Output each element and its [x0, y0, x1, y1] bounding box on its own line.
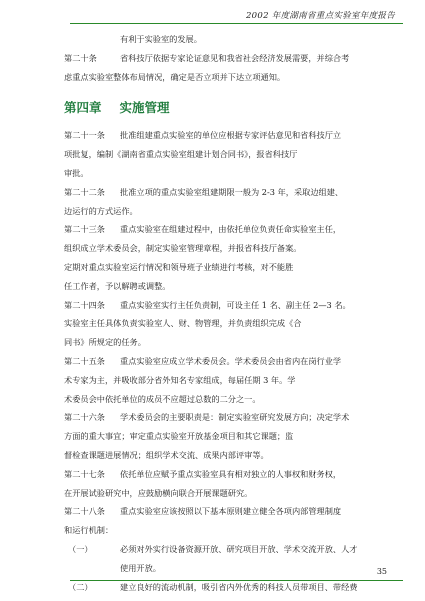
page-number: 35 [376, 567, 387, 576]
report-header-title: 2002 年度湖南省重点实验室年度报告 [245, 11, 395, 21]
article-22 [64, 183, 392, 221]
list-item-line: 建立良好的流动机制，吸引省内外优秀的科技人员带项目、带经费 [120, 581, 358, 592]
article-27 [64, 465, 392, 503]
article-line: 同书》所规定的任务。 [64, 337, 146, 348]
article-line: 省科技厅依据专家论证意见和我省社会经济发展需要，并综合考 [120, 52, 350, 63]
article-line: 术专家为主，并吸收部分省外知名专家组成，每届任期 3 年。学 [64, 374, 296, 385]
article-line: 重点实验室应成立学术委员会。学术委员会由省内在岗行业学 [120, 355, 342, 366]
article-line: 批准组建重点实验室的单位应根据专家评估意见和省科技厅立 [120, 130, 342, 141]
article-label: 第二十五条 [64, 355, 105, 366]
article-line: 定期对重点实验室运行情况和领导班子业绩进行考核，对不能胜 [64, 261, 294, 272]
chapter-number: 第四章 [64, 100, 102, 116]
article-line: 术委员会中依托单位的成员不应超过总数的二分之一。 [64, 393, 261, 404]
article-line: 方面的重大事宜；审定重点实验室开放基金项目和其它课题；监 [64, 431, 294, 442]
article-line: 依托单位应赋予重点实验室具有相对独立的人事权和财务权， [120, 468, 342, 479]
article-label: 第二十一条 [64, 130, 105, 141]
article-23 [64, 220, 392, 295]
article-line: 审批。 [64, 167, 89, 178]
article-line: 项批复，编制《湖南省重点实验室组建计划合同书》，报省科技厅 [64, 149, 298, 160]
article-line: 实验室主任具体负责实验室人、财、物管理，并负责组织完成《合 [64, 318, 302, 329]
article-label: 第二十六条 [64, 412, 105, 423]
header-rule [70, 23, 403, 24]
article-label: 第二十条 [64, 52, 97, 63]
article-line: 在开展试验研究中，应鼓励横向联合开展课题研究。 [64, 487, 253, 498]
article-line: 组织成立学术委员会，制定实验室管理章程，并报省科技厅备案。 [64, 243, 302, 254]
article-label: 第二十二条 [64, 186, 105, 197]
article-line: 边运行的方式运作。 [64, 205, 138, 216]
article-24 [64, 296, 392, 352]
article-line: 学术委员会的主要职责是：制定实验室研究发展方向；决定学术 [120, 412, 350, 423]
list-item-line: 使用开放。 [120, 562, 161, 573]
article-line: 重点实验室在组建过程中，由依托单位负责任命实验室主任， [120, 224, 342, 235]
list-item-label: （二） [68, 581, 93, 592]
article-25 [64, 352, 392, 408]
article-line: 重点实验室应该按照以下基本原则建立健全各项内部管理制度 [120, 506, 342, 517]
article-20 [64, 49, 392, 87]
article-line: 督检查课题进展情况；组织学术交流、成果内部评审等。 [64, 449, 269, 460]
article-line: 和运行机制： [64, 525, 114, 536]
document-body [64, 30, 392, 596]
article-line: 批准立项的重点实验室组建期限一般为 2-3 年，采取边组建、 [120, 186, 344, 197]
article-line: 虑重点实验室整体布局情况，确定是否立项并下达立项通知。 [64, 71, 286, 82]
chapter-title: 实施管理 [119, 100, 170, 116]
list-item-label: （一） [68, 543, 93, 554]
article-label: 第二十八条 [64, 506, 105, 517]
article-line: 任工作者，予以解聘或调整。 [64, 280, 171, 291]
list-item-line: 必须对外实行设备资源开放、研究项目开放、学术交流开放、人才 [120, 543, 358, 554]
chapter-heading [64, 96, 392, 120]
footer-rule [70, 580, 403, 581]
list-item [64, 540, 392, 578]
article-line: 重点实验室实行主任负责制，可设主任 1 名、副主任 2—3 名。 [120, 299, 351, 310]
article-26 [64, 408, 392, 464]
article-21 [64, 126, 392, 182]
article-label: 第二十三条 [64, 224, 105, 235]
article-28 [64, 502, 392, 540]
article-label: 第二十四条 [64, 299, 105, 310]
article-label: 第二十七条 [64, 468, 105, 479]
continued-line: 有利于实验室的发展。 [120, 34, 202, 44]
